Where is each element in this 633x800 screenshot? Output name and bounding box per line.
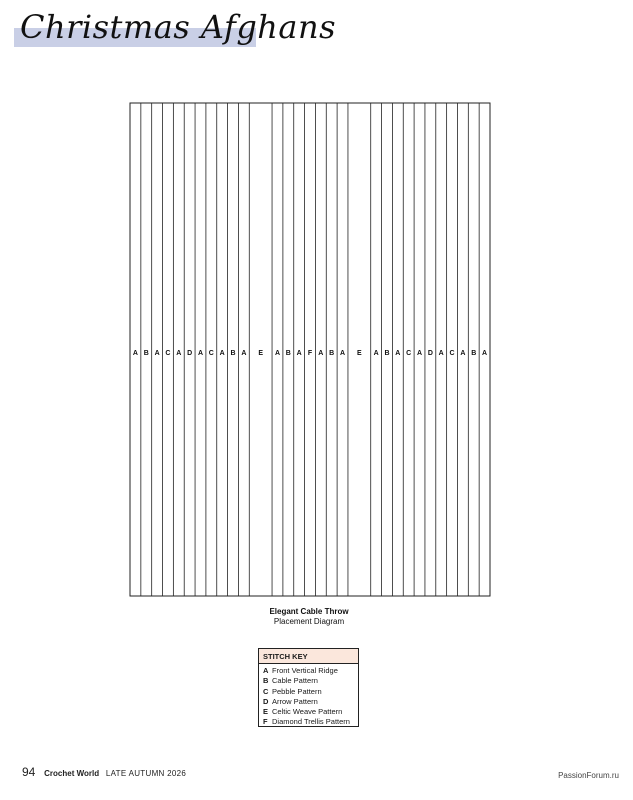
panel-label: A (274, 350, 281, 357)
diagram-caption-title: Elegant Cable Throw (269, 607, 349, 616)
stitch-key-list (259, 664, 358, 730)
panel-label: A (438, 350, 444, 357)
magazine-name: Crochet World (44, 769, 100, 778)
stitch-key-item (263, 707, 354, 717)
panel-label: B (143, 350, 149, 357)
stitch-key-name: Front Vertical Ridge (272, 666, 338, 675)
panel-label: B (384, 350, 390, 357)
panel-label: D (427, 350, 433, 357)
panel-label: A (241, 350, 247, 357)
panel-label: C (165, 350, 171, 357)
page-footer (22, 765, 186, 779)
panel-label: E (258, 350, 263, 357)
stitch-key-title: STITCH KEY (259, 649, 358, 664)
panel-label: C (449, 350, 455, 357)
panel-label: A (416, 350, 423, 357)
stitch-key-item (263, 687, 354, 697)
section-title: Christmas Afghans (20, 8, 337, 46)
panel-label: A (339, 350, 346, 357)
panel-label: B (230, 350, 236, 357)
panel-label: C (406, 350, 412, 357)
panel-label: A (219, 350, 225, 357)
panel-label: A (460, 350, 466, 357)
panel-label: B (329, 350, 335, 357)
stitch-key-letter: F (263, 717, 268, 727)
panel-label: A (154, 350, 160, 357)
panel-label: A (197, 350, 204, 357)
page-number: 94 (22, 765, 36, 779)
panel-label: A (482, 350, 488, 357)
stitch-key-name: Cable Pattern (272, 676, 318, 686)
panel-label: C (208, 350, 214, 357)
panel-label: A (395, 350, 401, 357)
panel-label: A (132, 350, 138, 357)
issue-date: LATE AUTUMN 2026 (105, 769, 187, 778)
panel-label: A (373, 350, 379, 357)
watermark: PassionForum.ru (558, 771, 619, 780)
stitch-key-letter: E (263, 707, 269, 717)
panel-label: A (318, 350, 324, 357)
panel-label: F (307, 350, 313, 357)
stitch-key-letter: A (263, 666, 269, 675)
stitch-key-name: Celtic Weave Pattern (272, 707, 343, 717)
panel-label: E (357, 350, 362, 357)
stitch-key-item (263, 717, 354, 727)
stitch-key-item (263, 666, 354, 676)
stitch-key-letter: B (263, 676, 269, 686)
stitch-key-letter: D (263, 696, 269, 706)
stitch-key-name: Pebble Pattern (272, 686, 322, 696)
panel-label: A (176, 350, 182, 357)
stitch-key-letter: C (263, 686, 269, 696)
stitch-key-item (263, 676, 354, 686)
panel-label: B (285, 350, 291, 357)
panel-label: A (296, 350, 302, 357)
panel-label: B (471, 350, 477, 357)
stitch-key-name: Diamond Trellis Pattern (272, 717, 350, 727)
panel-label: D (187, 350, 193, 357)
stitch-key-item (263, 697, 354, 707)
diagram-caption-subtitle: Placement Diagram (273, 617, 345, 626)
stitch-key (258, 648, 359, 727)
stitch-key-name: Arrow Pattern (272, 696, 318, 706)
